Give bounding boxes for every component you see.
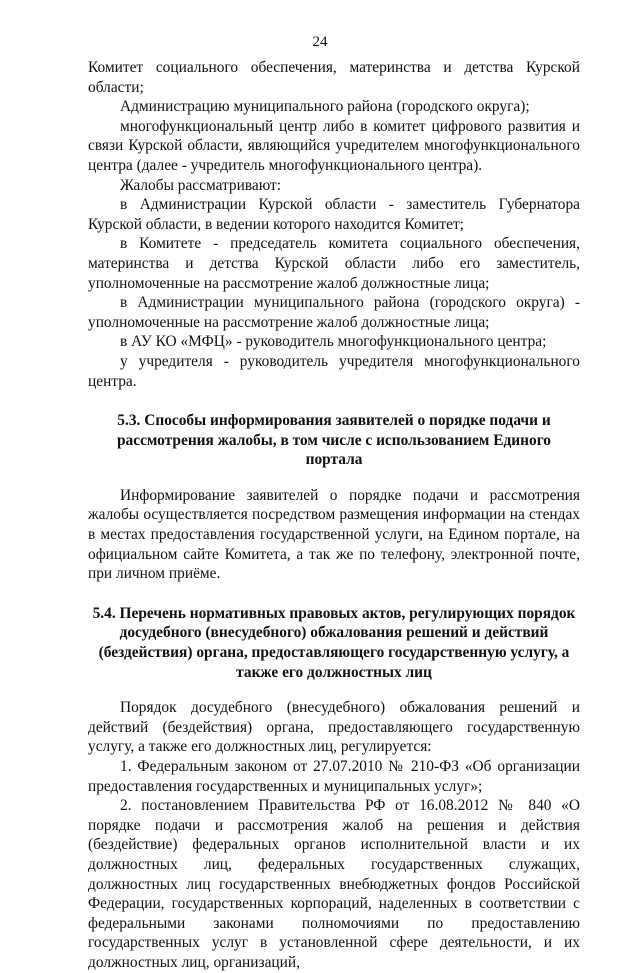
page-number: 24 (312, 34, 328, 50)
section-5-4-heading: 5.4. Перечень нормативных правовых актов, регулирующих порядок досудебного (внесудебного) обжалования решений и действий (бездействия) органа, предоставляющего государственную услугу, а также его должностных лиц (92, 604, 576, 681)
section-5-4-item-1: 1. Федеральным законом от 27.07.2010 № 210-ФЗ «Об организации предоставления государственных и муниципальных услуг»; (88, 758, 580, 795)
paragraph-mfc: многофункциональный центр либо в комитет цифрового развития и связи Курской области, являющийся учредителем многофункционального центра (далее - учредитель многофункционального центра). (88, 117, 580, 174)
paragraph-complaints-reviewed: Жалобы рассматривают: (120, 176, 282, 194)
page-content (88, 58, 580, 973)
section-5-3-heading: 5.3. Способы информирования заявителей о порядке подачи и рассмотрения жалобы, в том числе с использованием Единого портала (116, 412, 551, 469)
section-5-3-body: Информирование заявителей о порядке подачи и рассмотрения жалобы осуществляется посредством размещения информации на стендах в местах предоставления государственной услуги, на Едином портале, на официальном сайте Комитета, а так же по телефону, электронной почте, при личном приёме. (88, 486, 580, 583)
paragraph-reviewer-founder: у учредителя - руководитель учредителя многофункционального центра. (88, 352, 580, 390)
paragraph-reviewer-regional-admin: в Администрации Курской области - заместитель Губернатора Курской области, в ведении которого находится Комитет; (88, 196, 580, 233)
paragraph-municipal-administration: Администрацию муниципального района (городского округа); (120, 98, 530, 116)
paragraph-reviewer-municipal: в Администрации муниципального района (городского округа) - уполномоченные на рассмотрение жалоб должностные лица; (88, 294, 580, 331)
section-5-4-item-2: 2. постановлением Правительства РФ от 16.08.2012 № 840 «О порядке подачи и рассмотрения жалоб на решения и действия (бездействие) федеральных органов исполнительной власти и их должностных лиц, федеральных государственных служащих, должностных лиц государственных внебюджетных фондов Российской Федерации, государственных корпораций, наделенных в соответствии с федеральными законами полномочиями по предоставлению государственных услуг в установленной сфере деятельности, и их должностных лиц, организаций, (88, 797, 580, 971)
section-5-4-intro: Порядок досудебного (внесудебного) обжалования решений и действий (бездействия) органа, предоставляющего государственную услугу, а также его должностных лиц, регулируется: (88, 699, 580, 756)
paragraph-committee: Комитет социального обеспечения, материнства и детства Курской области; (88, 59, 580, 96)
paragraph-reviewer-mfc: в АУ КО «МФЦ» - руководитель многофункционального центра; (120, 333, 547, 351)
paragraph-reviewer-committee: в Комитете - председатель комитета социального обеспечения, материнства и детства Курской области либо его заместитель, уполномоченные на рассмотрение жалоб должностные лица; (88, 235, 580, 292)
